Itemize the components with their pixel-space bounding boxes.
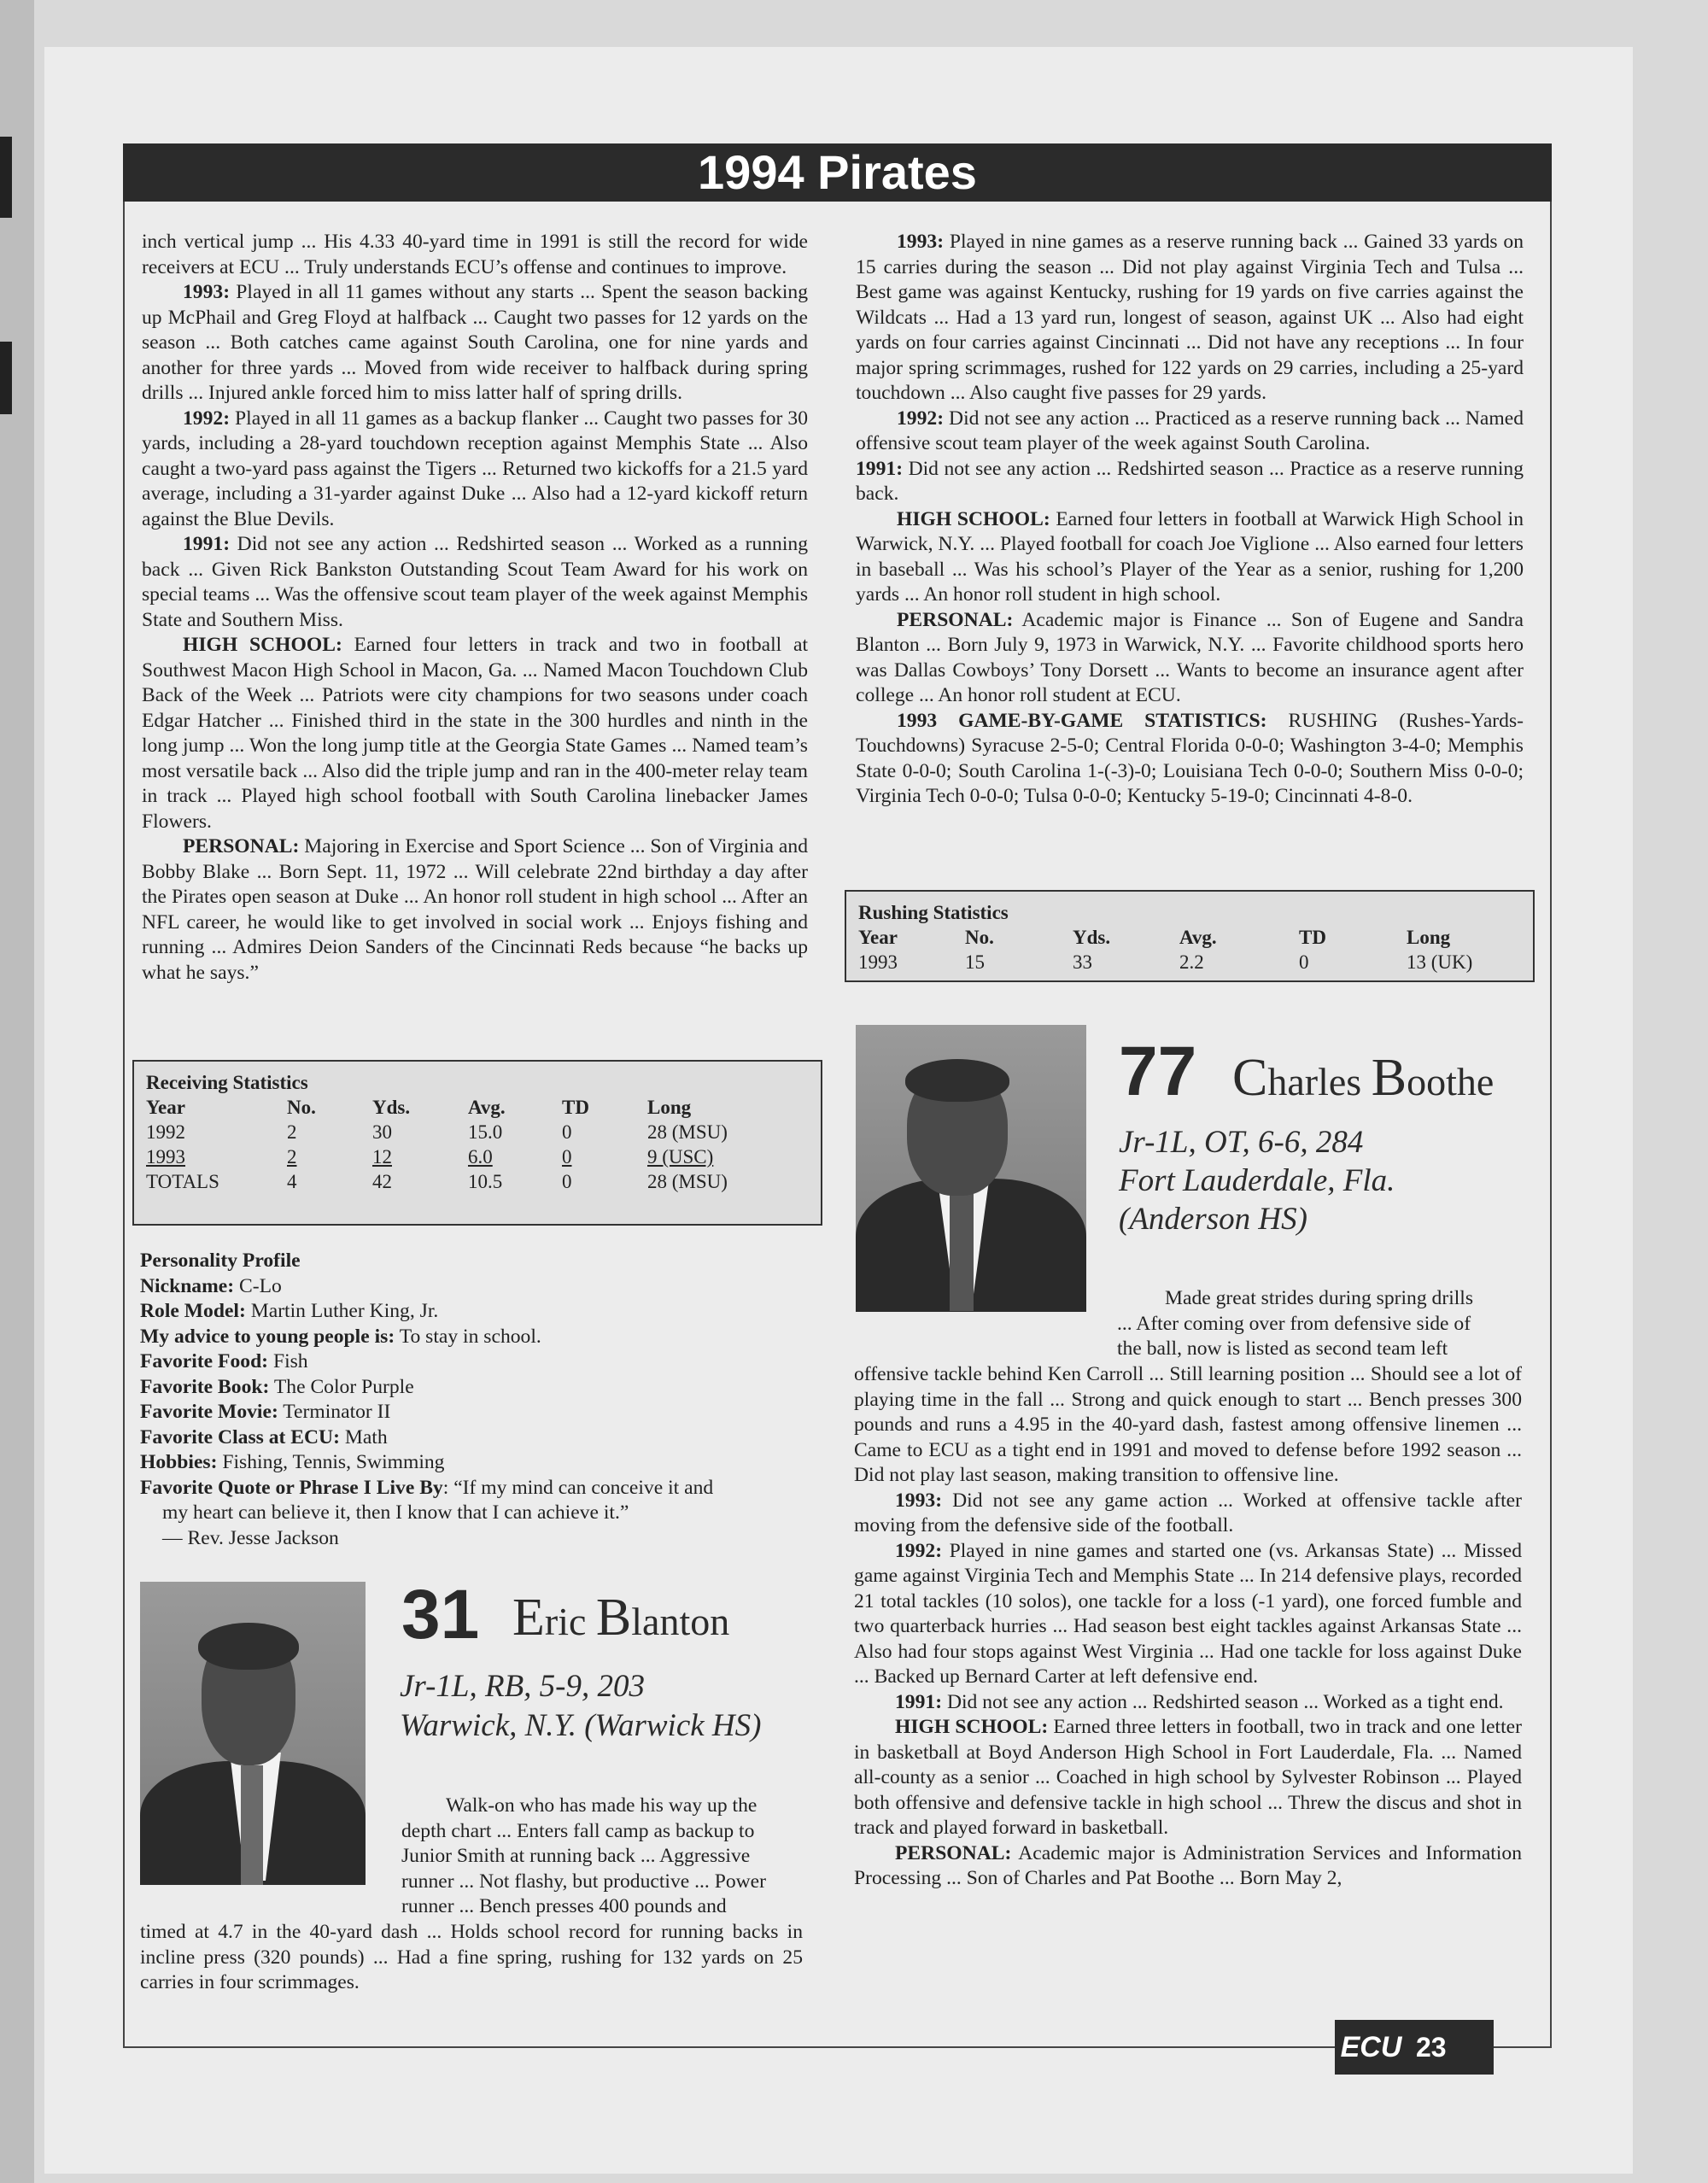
- paragraph: 1991: Did not see any action ... Redshirted season ... Practice as a reserve running back.: [856, 457, 1524, 505]
- paragraph: PERSONAL: Academic major is Administration Services and Information Processing ... Son of Charles and Pat Boothe ... Born May 2,: [854, 1841, 1522, 1889]
- binding-mark: [0, 342, 12, 414]
- profile-item: Favorite Food: Fish: [140, 1350, 308, 1372]
- table-header-row: [858, 925, 1509, 950]
- table-row: [146, 1144, 801, 1169]
- table-cell: 1992: [146, 1121, 185, 1143]
- table-cell: 28 (MSU): [647, 1121, 728, 1143]
- text-line: depth chart ... Enters fall camp as backup to: [401, 1819, 755, 1842]
- paragraph: HIGH SCHOOL: Earned three letters in football, two in track and one letter in basketball at Boyd Anderson High School in Fort Lauderdale, Fla. ... Named all-county as a senior ... Coached in high school by Sylvester Robinson ... Played both offensive and defensive tackle in high school ... Threw the discus and shot in track and played forward in basketball.: [854, 1716, 1522, 1839]
- photo-hair: [198, 1623, 299, 1670]
- table-row: [146, 1169, 801, 1194]
- table-cell: 2: [287, 1121, 297, 1143]
- profile-title: Personality Profile: [140, 1250, 301, 1272]
- player-hometown: Fort Lauderdale, Fla.: [1119, 1163, 1395, 1198]
- paragraph: 1993: Played in all 11 games without any starts ... Spent the season backing up McPhail and Greg Floyd at halfback ... Caught two passes for 12 yards on the season ... Both catches came against South Carolina, one for nine yards and another for three yards ... Moved from wide receiver to halfback during spring drills ... Injured ankle forced him to miss latter half of spring drills.: [142, 281, 808, 404]
- column-header: Long: [647, 1097, 692, 1118]
- profile-quote-line: my heart can believe it, then I know that I can achieve it.”: [162, 1501, 629, 1524]
- player-name: Eric Blanton: [512, 1589, 730, 1647]
- player-hometown: Warwick, N.Y. (Warwick HS): [400, 1708, 762, 1743]
- column-header: Yds.: [1073, 927, 1111, 948]
- profile-item: Favorite Book: The Color Purple: [140, 1375, 414, 1398]
- table-header-row: [146, 1095, 801, 1120]
- paragraph: inch vertical jump ... His 4.33 40-yard time in 1991 is still the record for wide receivers at ECU ... Truly understands ECU’s offense and continues to improve.: [142, 231, 808, 278]
- profile-item: My advice to young people is: To stay in school.: [140, 1325, 541, 1348]
- receiving-stats-table: [146, 1095, 801, 1194]
- personality-profile: [140, 1249, 823, 1551]
- profile-item: Favorite Quote or Phrase I Live By: “If my mind can conceive it and: [140, 1476, 714, 1499]
- table-cell: 6.0: [468, 1146, 493, 1168]
- table-cell: 1993: [146, 1146, 185, 1168]
- column-header: Yds.: [372, 1097, 411, 1118]
- paragraph: PERSONAL: Academic major is Finance ... Son of Eugene and Sandra Blanton ... Born July 9, 1973 in Warwick, N.Y. ... Favorite childhood sports hero was Dallas Cowboys’ Tony Dorsett ... Wants to become an insurance agent after college ... An honor roll student at ECU.: [856, 608, 1524, 706]
- table-cell: 15: [965, 951, 985, 973]
- binding-spine: [0, 0, 34, 2183]
- profile-item: Nickname: C-Lo: [140, 1274, 282, 1297]
- text-line: the ball, now is listed as second team left: [1117, 1337, 1448, 1360]
- table-cell: 1993: [858, 951, 898, 973]
- frame-bottom-right: [1494, 2046, 1552, 2048]
- column-header: No.: [965, 927, 994, 948]
- blanton-intro-continued: [140, 1920, 803, 1996]
- text-line: Made great strides during spring drills: [1165, 1287, 1474, 1309]
- table-cell: 33: [1073, 951, 1092, 973]
- boothe-intro-wrapped: [1117, 1286, 1522, 1362]
- paragraph: offensive tackle behind Ken Carroll ... Still learning position ... Should see a lot of playing time in the fall ... Strong and quick enough to start ... Bench presses 300 pounds and runs a 4.95 in the 40-yard dash, fastest among offensive linemen ... Came to ECU as a tight end in 1991 and moved to defense before 1992 season ... Did not play last season, making transition to offensive line.: [854, 1363, 1522, 1486]
- table-cell: 4: [287, 1171, 297, 1192]
- text-line: runner ... Not flashy, but productive ... Power: [401, 1870, 767, 1893]
- paragraph: PERSONAL: Majoring in Exercise and Sport Science ... Son of Virginia and Bobby Blake ... Born Sept. 11, 1972 ... Will celebrate 22nd birthday a day after the Pirates open season at Duke ... An honor roll student in high school ... After an NFL career, he would like to get involved in social work ... Enjoys fishing and running ... Admires Deion Sanders of the Cincinnati Reds because “he backs up what he says.”: [142, 835, 808, 984]
- stats-title: Receiving Statistics: [146, 1072, 308, 1093]
- table-cell: TOTALS: [146, 1171, 219, 1192]
- player-high-school: (Anderson HS): [1119, 1202, 1307, 1237]
- binding-mark: [0, 137, 12, 218]
- table-cell: 0: [562, 1146, 572, 1168]
- rushing-stats-box: [845, 890, 1535, 982]
- photo-hair: [905, 1059, 1009, 1102]
- frame-right: [1550, 202, 1552, 2048]
- frame-bottom: [123, 2046, 1335, 2048]
- player-number: 31: [401, 1576, 480, 1653]
- paragraph: 1992: Played in nine games and started one (vs. Arkansas State) ... Missed game against Virginia Tech and Memphis State ... In 214 defensive plays, recorded 21 total tackles (10 solos), one tackle for a loss (-1 yard), one forced fumble and two quarterback hurries ... Had season best eight tackles against Arkansas State ... Also had four stops against West Virginia ... Had one tackle for loss against Duke ... Backed up Bernard Carter at left defensive end.: [854, 1539, 1522, 1688]
- column-header: Year: [146, 1097, 185, 1118]
- ecu-logo: ECU: [1335, 2020, 1407, 2075]
- paragraph: 1993 GAME-BY-GAME STATISTICS: RUSHING (Rushes-Yards-Touchdowns) Syracuse 2-5-0; Central Florida 0-0-0; Washington 3-4-0; Memphis State 0-0-0; South Carolina 1-(-3)-0; Louisiana Tech 0-0-0; Southern Miss 0-0-0; Virginia Tech 0-0-0; Tulsa 0-0-0; Kentucky 5-19-0; Cincinnati 4-8-0.: [856, 709, 1524, 807]
- page-number: 23: [1407, 2020, 1494, 2075]
- column-header: Long: [1407, 927, 1451, 948]
- table-cell: 0: [562, 1121, 572, 1143]
- text-line: ... After coming over from defensive side of: [1117, 1312, 1471, 1335]
- column-header: No.: [287, 1097, 316, 1118]
- left-column-text: [142, 230, 808, 986]
- player-photo-blanton: [140, 1582, 366, 1885]
- table-row: [858, 950, 1509, 974]
- table-cell: 2: [287, 1146, 297, 1168]
- column-header: TD: [562, 1097, 589, 1118]
- page-title: 1994 Pirates: [123, 143, 1552, 202]
- paragraph: 1992: Played in all 11 games as a backup flanker ... Caught two passes for 30 yards, including a 28-yard touchdown reception against Memphis State ... Also caught a two-yard pass against the Tigers ... Returned two kickoffs for a 21.5 yard average, including a 31-yarder against Duke ... Also had a 12-yard kickoff return against the Blue Devils.: [142, 407, 808, 530]
- text-line: Junior Smith at running back ... Aggressive: [401, 1845, 751, 1867]
- table-cell: 0: [562, 1171, 572, 1192]
- boothe-body-text: [854, 1362, 1522, 1892]
- table-cell: 9 (USC): [647, 1146, 714, 1168]
- paragraph: 1993: Did not see any game action ... Worked at offensive tackle after moving from the defensive side of the football.: [854, 1489, 1522, 1536]
- profile-item: Hobbies: Fishing, Tennis, Swimming: [140, 1451, 445, 1473]
- table-cell: 42: [372, 1171, 392, 1192]
- text-line: runner ... Bench presses 400 pounds and: [401, 1895, 727, 1917]
- table-cell: 10.5: [468, 1171, 503, 1192]
- receiving-stats-box: [132, 1060, 822, 1226]
- table-cell: 2.2: [1179, 951, 1204, 973]
- frame-left: [123, 202, 125, 2048]
- rushing-stats-table: [858, 925, 1509, 974]
- paragraph: 1992: Did not see any action ... Practiced as a reserve running back ... Named offensive scout team player of the week against South Carolina.: [856, 407, 1524, 454]
- player-photo-boothe: [856, 1025, 1086, 1312]
- column-header: Year: [858, 927, 898, 948]
- profile-item: Favorite Movie: Terminator II: [140, 1401, 391, 1423]
- photo-tie: [950, 1191, 974, 1311]
- player-position-info: Jr-1L, OT, 6-6, 284: [1119, 1125, 1364, 1160]
- player-number: 77: [1119, 1033, 1197, 1110]
- paragraph: 1991: Did not see any action ... Redshirted season ... Worked as a running back ... Given Rick Bankston Outstanding Scout Team Award for his work on special teams ... Was the offensive scout team player of the week against Memphis State and Southern Miss.: [142, 533, 808, 631]
- player-name: Charles Boothe: [1232, 1049, 1494, 1107]
- paragraph: 1993: Played in nine games as a reserve running back ... Gained 33 yards on 15 carries during the season ... Did not play against Virginia Tech and Tulsa ... Best game was against Kentucky, rushing for 19 yards on five carries against the Wildcats ... Had a 13 yard run, longest of season, against UK ... Also had eight yards on four carries against Cincinnati ... Did not have any receptions ... In four major spring scrimmages, rushed for 122 yards on 29 carries, including a 25-yard touchdown ... Also caught five passes for 29 yards.: [856, 231, 1524, 404]
- paragraph: HIGH SCHOOL: Earned four letters in track and two in football at Southwest Macon High School in Macon, Ga. ... Named Macon Touchdown Club Back of the Week ... Patriots were city champions for two seasons under coach Edgar Hatcher ... Finished third in the state in the 300 hurdles and ninth in the long jump ... Won the long jump title at the Georgia State Games ... Named team’s most versatile back ... Also did the triple jump and ran in the 400-meter relay team in track ... Played high school football with South Carolina linebacker James Flowers.: [142, 634, 808, 833]
- photo-tie: [241, 1765, 263, 1885]
- column-header: Avg.: [1179, 927, 1217, 948]
- right-column-text: [856, 230, 1524, 810]
- table-cell: 28 (MSU): [647, 1171, 728, 1192]
- table-cell: 13 (UK): [1407, 951, 1473, 973]
- table-cell: 0: [1299, 951, 1309, 973]
- text-line: Walk-on who has made his way up the: [446, 1794, 757, 1817]
- paragraph: HIGH SCHOOL: Earned four letters in football at Warwick High School in Warwick, N.Y. ... Played football for coach Joe Viglione ... Also earned four letters in baseball ... Was his school’s Player of the Year as a senior, rushing for 1,200 yards ... An honor roll student in high school.: [856, 507, 1524, 606]
- profile-item: Role Model: Martin Luther King, Jr.: [140, 1300, 439, 1322]
- player-position-info: Jr-1L, RB, 5-9, 203: [400, 1669, 646, 1704]
- profile-quote-attribution: — Rev. Jesse Jackson: [162, 1526, 339, 1549]
- stats-title: Rushing Statistics: [858, 902, 1009, 923]
- paragraph: 1991: Did not see any action ... Redshirted season ... Worked as a tight end.: [895, 1690, 1504, 1713]
- table-cell: 12: [372, 1146, 392, 1168]
- table-cell: 30: [372, 1121, 392, 1143]
- table-cell: 15.0: [468, 1121, 503, 1143]
- column-header: TD: [1299, 927, 1326, 948]
- column-header: Avg.: [468, 1097, 506, 1118]
- profile-item: Favorite Class at ECU: Math: [140, 1425, 388, 1449]
- blanton-intro-wrapped: [401, 1794, 803, 1920]
- table-row: [146, 1120, 801, 1144]
- paragraph: timed at 4.7 in the 40-yard dash ... Holds school record for running backs in incline press (320 pounds) ... Had a fine spring, rushing for 132 yards on 25 carries in four scrimmages.: [140, 1921, 803, 1993]
